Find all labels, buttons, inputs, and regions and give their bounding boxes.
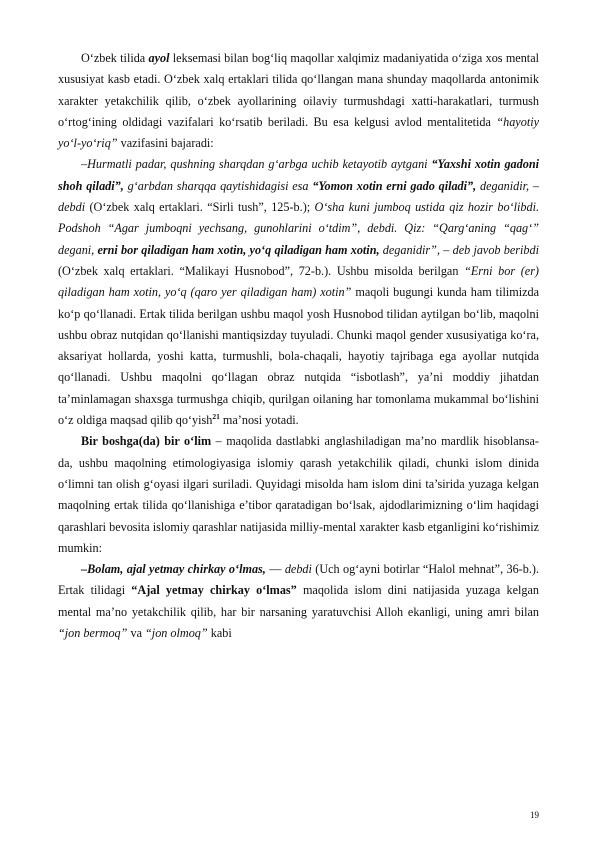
text-run: g‘arbdan sharqqa qaytishidagisi esa bbox=[123, 178, 313, 193]
body-text bbox=[58, 48, 539, 644]
paragraph-1 bbox=[58, 48, 539, 154]
text-run: ma’nosi yotadi. bbox=[219, 413, 299, 428]
text-run: –Bolam, ajal yetmay chirkay o‘lmas, bbox=[81, 562, 266, 577]
paragraph-4 bbox=[58, 559, 539, 644]
text-run: — bbox=[265, 562, 285, 577]
paragraph-3 bbox=[58, 431, 539, 559]
text-run: (O‘zbek xalq ertaklari. “Sirli tush”, 125-b.); bbox=[85, 200, 315, 215]
text-run: – maqolida dastlabki anglashiladigan ma’no mardlik hisoblansa-da, ushbu maqolning etimologiyasiga islomiy qarash yetakchilik qiladi, chunki islom dinida o‘limni tan olish g‘oyasi ilgari suriladi. Quyidagi misolda ham islom dini ta’sirida yuzaga kelgan maqolning ertak tilida qo‘llanishiga e’tibor qaratadigan bo‘lsak, ajdodlarimizning o‘lim haqidagi qarashlari bevosita islomiy qarashlar natijasida milliy-mental xarakter kasb etganligini ko‘rishimiz mumkin: bbox=[58, 434, 539, 555]
text-run: Bir boshga(da) bir o‘lim bbox=[81, 434, 212, 449]
page-number: 19 bbox=[530, 810, 539, 820]
text-run: deganidir, – debdi bbox=[58, 178, 539, 215]
text-run: O‘zbek tilida bbox=[81, 51, 149, 65]
text-run: “Yaxshi xotin gadoni shoh qiladi”, bbox=[58, 157, 539, 193]
text-run: maqoli bugungi kunda ham tilimizda ko‘p qo‘llanadi. Ertak tilida berilgan ushbu maqol yosh Husnobod tilidan aytilgan bo‘lib, maqolni ushbu obraz nutqidan qo‘llanishi mantiqsizday tuyuladi. Chunki maqol gender xususiyatiga ko‘ra, aksariyat hollarda, yoshi katta, turmushli, bola-chaqali, hayotiy tajribaga ega ayollar nutqida qo‘llanadi. Ushbu maqolni qo‘llagan obraz nutqida “isbotlash”, ya’ni moddiy jihatdan ta’minlamagan shaxsga turmushga chiqib, qurilgan oilaning har tomonlama mukammal bo‘lishini o‘z oldiga maqsad qilib qo‘yish bbox=[58, 285, 540, 428]
text-run: (Uch og‘ayni botirlar “Halol mehnat”, 36-b.). Ertak tilidagi bbox=[58, 562, 539, 598]
text-run: “hayotiy yo‘l-yo‘riq” bbox=[58, 114, 539, 151]
text-run: maqolida islom dini natijasida yuzaga kelgan mental ma’no yetakchilik qilib, har bir narsaning yaratuvchisi Alloh ekanligi, uning amri bilan bbox=[58, 583, 539, 619]
text-run: debdi bbox=[284, 562, 312, 577]
text-run: leksemasi bilan bog‘liq maqollar xalqimiz madaniyatida o‘ziga xos mental xususiyat kasb etadi. O‘zbek xalq ertaklari tilida qo‘llangan mana shunday maqollarda antonimik xarakter yetakchilik qilib, o‘zbek ayollarining oilaviy turmushdagi xatti-harakatlari, turmush o‘rtog‘ining oldidagi vazifalari ko‘rsatib beriladi. Bu esa kelgusi avlod mentalitetida bbox=[58, 51, 539, 129]
text-run: va bbox=[127, 626, 146, 641]
footnote-ref: 21 bbox=[212, 411, 220, 421]
text-run: kabi bbox=[207, 626, 232, 641]
text-run: erni bor qiladigan ham xotin, yo‘q qiladigan ham xotin, bbox=[97, 242, 380, 257]
text-run: “Yomon xotin erni gado qiladi”, bbox=[312, 178, 477, 193]
text-run: “jon bermoq” bbox=[58, 626, 128, 641]
text-run: “jon olmoq” bbox=[145, 626, 208, 641]
paragraph-2 bbox=[58, 154, 539, 431]
text-run: –Hurmatli padar, qushning sharqdan g‘arbga uchib ketayotib aytgani bbox=[81, 157, 432, 172]
text-run: vazifasini bajaradi: bbox=[117, 136, 214, 151]
text-run: deganidir”, – deb javob beribdi bbox=[379, 242, 539, 257]
text-run: (O‘zbek xalq ertaklari. “Malikayi Husnobod”, 72-b.). Ushbu misolda berilgan bbox=[58, 263, 465, 278]
text-run: ayol bbox=[148, 51, 170, 65]
text-run: O‘sha kuni jumboq ustida qiz hozir bo‘libdi. Podshoh “Agar jumboqni yechsang, gunohlarini o‘tdim”, debdi. Qiz: “Qarg‘aning “qag‘” degani, bbox=[58, 200, 540, 257]
text-run: “Ajal yetmay chirkay o‘lmas” bbox=[131, 583, 297, 598]
text-run: “Erni bor (er) qiladigan ham xotin, yo‘q (qaro yer qiladigan ham) xotin” bbox=[58, 263, 539, 300]
